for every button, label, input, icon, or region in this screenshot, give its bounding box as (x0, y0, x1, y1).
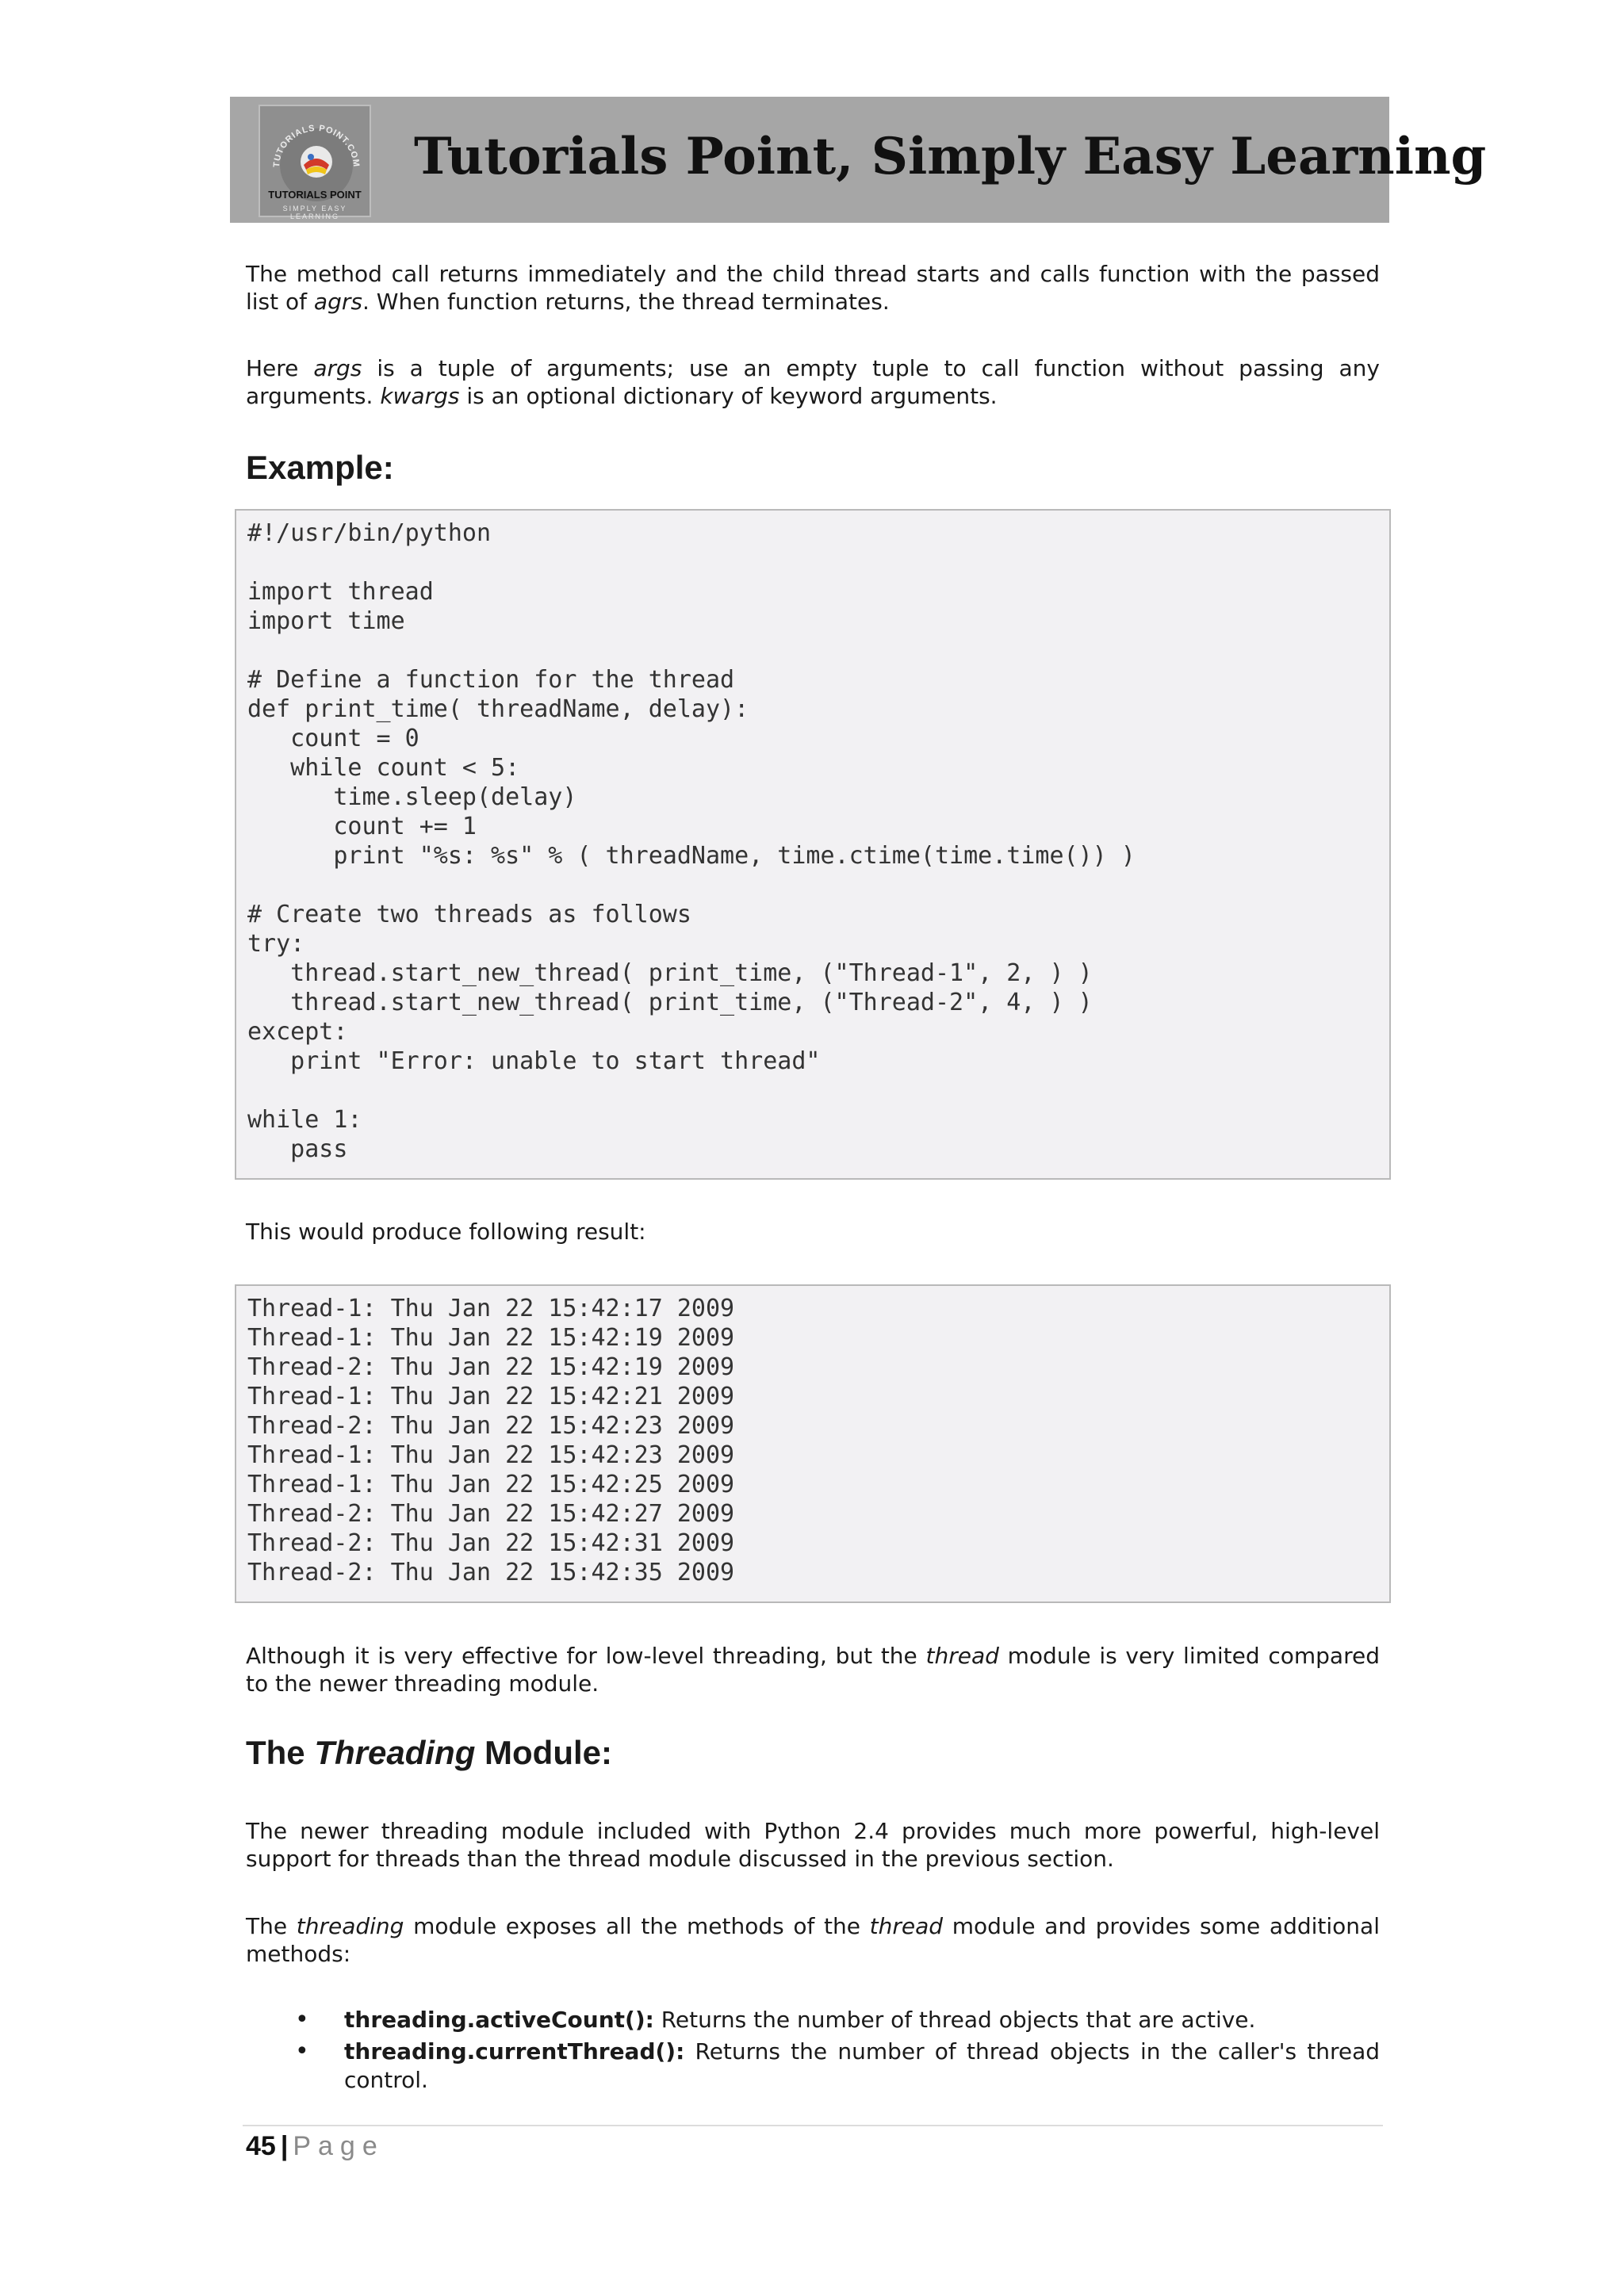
page-footer (246, 2131, 385, 2162)
bullet-icon: • (295, 2006, 309, 2034)
header-title: Tutorials Point, Simply Easy Learning (414, 127, 1487, 186)
logo-emblem-icon (260, 106, 373, 219)
example-heading: Example: (246, 449, 394, 486)
output-box (235, 1284, 1391, 1603)
logo-name: TUTORIALS POINT (268, 189, 362, 201)
footer-separator: | (280, 2131, 289, 2161)
bullet-icon: • (295, 2038, 309, 2065)
threading-module-heading: The Threading Module: (246, 1734, 612, 1771)
footer-divider (243, 2125, 1383, 2126)
code-example: #!/usr/bin/python import thread import time # Define a function for the thread def print_time( threadName, delay): count = 0 while count < 5: time.sleep(delay) count += 1 print "%s: %s" % ( threadName, time.ctime(time.time()) ) # Create two threads as follows try: thread.start_new_thread( print_time, ("Thread-1", 2, ) ) thread.start_new_thread( print_time, ("Thread-2", 4, ) ) except: print "Error: unable to start thread" while 1: pass (247, 519, 1136, 1163)
paragraph-method-call: The method call returns immediately and the child thread starts and calls function with the passed list of agrs. When function returns, the thread terminates. (246, 261, 1380, 315)
paragraph-args: Here args is a tuple of arguments; use an empty tuple to call function without passing any arguments. kwargs is an optional dictionary of keyword arguments. (246, 355, 1380, 409)
result-intro: This would produce following result: (246, 1219, 646, 1245)
page-header (230, 97, 1487, 223)
tutorials-point-logo (259, 105, 371, 220)
page-number: 45 (246, 2131, 276, 2161)
paragraph-threading-intro: The newer threading module included with Python 2.4 provides much more powerful, high-level support for threads than the thread module discussed in the previous section. (246, 1818, 1380, 1872)
code-example-box (235, 509, 1391, 1180)
paragraph-threading-methods: The threading module exposes all the methods of the thread module and provides some additional methods: (246, 1913, 1380, 1967)
list-item: • threading.activeCount(): Returns the number of thread objects that are active. (295, 2006, 1256, 2034)
page-label: Page (293, 2131, 385, 2161)
paragraph-limitation: Although it is very effective for low-level threading, but the thread module is very limited compared to the newer threading module. (246, 1643, 1380, 1697)
list-item: • threading.currentThread(): Returns the number of thread objects in the caller's thread control. (295, 2038, 1380, 2093)
logo-tagline: SIMPLY EASY LEARNING (282, 205, 347, 220)
methods-list (246, 2006, 1380, 2098)
logo-arc-text: TUTORIALS POINT.COM (271, 123, 362, 168)
program-output: Thread-1: Thu Jan 22 15:42:17 2009 Thread-1: Thu Jan 22 15:42:19 2009 Thread-2: Thu Jan 22 15:42:19 2009 Thread-1: Thu Jan 22 15:42:21 2009 Thread-2: Thu Jan 22 15:42:23 2009 Thread-1: Thu Jan 22 15:42:23 2009 Thread-1: Thu Jan 22 15:42:25 2009 Thread-2: Thu Jan 22 15:42:27 2009 Thread-2: Thu Jan 22 15:42:31 2009 Thread-2: Thu Jan 22 15:42:35 2009 (247, 1295, 735, 1586)
